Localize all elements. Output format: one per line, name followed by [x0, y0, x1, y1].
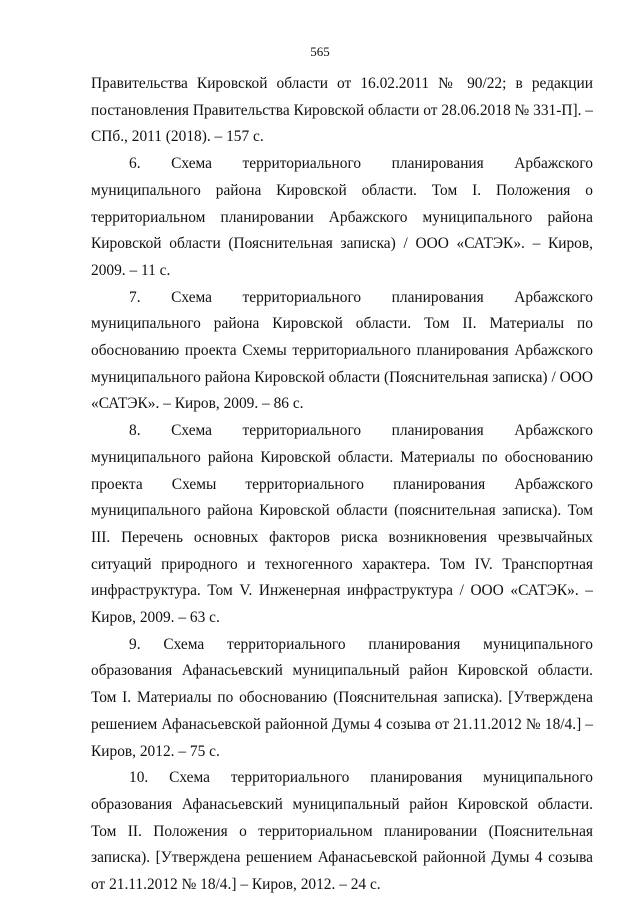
- reference-item-8: 8. Схема территориального планирования Арбажского муниципального района Кировской области. Материалы по обоснованию проекта Схемы территориального планирования Арбажского муниципального района Кировской области (пояснительная записка). Том III. Перечень основных факторов риска возникновения чрезвычайных ситуаций природного и техногенного характера. Том IV. Транспортная инфраструктура. Том V. Инженерная инфраструктура / ООО «САТЭК». – Киров, 2009. – 63 с.: [91, 422, 593, 627]
- reference-list: [91, 71, 593, 899]
- reference-item-6: 6. Схема территориального планирования Арбажского муниципального района Кировской области. Том I. Положения о территориальном планировании Арбажского муниципального района Кировской области (Пояснительная записка) / ООО «САТЭК». – Киров, 2009. – 11 с.: [91, 155, 593, 279]
- reference-item-continuation: Правительства Кировской области от 16.02.2011 № 90/22; в редакции постановления Правительства Кировской области от 28.06.2018 № 331-П]. – СПб., 2011 (2018). – 157 с.: [91, 75, 593, 146]
- page-number: 565: [310, 44, 330, 59]
- reference-item-7: 7. Схема территориального планирования Арбажского муниципального района Кировской области. Том II. Материалы по обоснованию проекта Схемы территориального планирования Арбажского муниципального района Кировской области (Пояснительная записка) / ООО «САТЭК». – Киров, 2009. – 86 с.: [91, 288, 593, 413]
- reference-item-10: 10. Схема территориального планирования муниципального образования Афанасьевский муниципальный район Кировской области. Том II. Положения о территориальном планировании (Пояснительная записка). [Утверждена решением Афанасьевской районной Думы 4 созыва от 21.11.2012 № 18/4.] – Киров, 2012. – 24 с.: [91, 769, 593, 894]
- reference-item-9: 9. Схема территориального планирования муниципального образования Афанасьевский муниципальный район Кировской области. Том I. Материалы по обоснованию (Пояснительная записка). [Утверждена решением Афанасьевской районной Думы 4 созыва от 21.11.2012 № 18/4.] – Киров, 2012. – 75 с.: [91, 635, 593, 760]
